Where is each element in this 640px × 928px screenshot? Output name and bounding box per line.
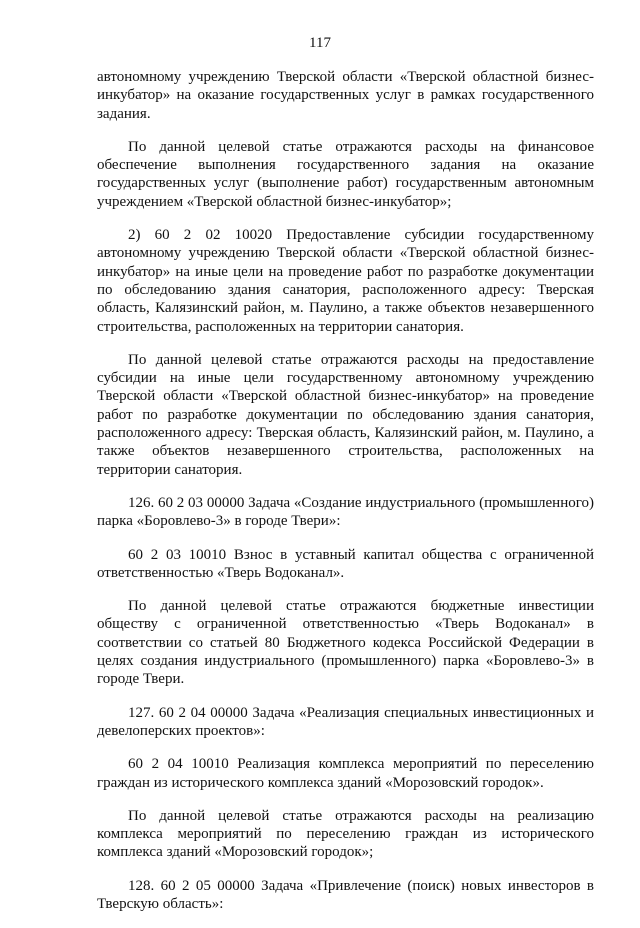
paragraph-item-128: 128. 60 2 05 00000 Задача «Привлечение (поиск) новых инвесторов в Тверскую область»: [97,877,594,912]
paragraph-description: По данной целевой статье отражаются расходы на предоставление субсидии на иные цели государственному автономному учреждению Тверской области «Тверской областной бизнес-инкубатор» на проведение работ по разработке документации по обследованию здания санатория, расположенного адресу: Тверская область, Калязинский район, м. Паулино, а также объектов незавершенного строительства, расположенных на территории санатория. [97,351,594,478]
paragraph-article: 60 2 04 10010 Реализация комплекса мероприятий по переселению граждан из исторического комплекса зданий «Морозовский городок». [97,756,594,791]
document-body [97,68,594,928]
paragraph-item-2: 2) 60 2 02 10020 Предоставление субсидии государственному автономному учреждению Тверской области «Тверской областной бизнес-инкубатор» на иные цели на проведение работ по разработке документации по обследованию здания санатория, расположенного адресу: Тверская область, Калязинский район, м. Паулино, а также объектов незавершенного строительства, расположенных на территории санатория. [97,227,594,335]
paragraph-item-126: 126. 60 2 03 00000 Задача «Создание индустриального (промышленного) парка «Боровлево-3» в городе Твери»: [97,494,594,530]
paragraph-item-127: 127. 60 2 04 00000 Задача «Реализация специальных инвестиционных и девелоперских проектов»: [97,704,594,739]
paragraph-continuation: автономному учреждению Тверской области «Тверской областной бизнес-инкубатор» на оказание государственных услуг в рамках государственного задания. [97,69,594,122]
paragraph-description: По данной целевой статье отражаются расходы на реализацию комплекса мероприятий по переселению граждан из исторического комплекса зданий «Морозовский городок»; [97,807,594,861]
paragraph-article: 60 2 03 10010 Взнос в уставный капитал общества с ограниченной ответственностью «Тверь Водоканал». [97,546,594,581]
paragraph-description: По данной целевой статье отражаются бюджетные инвестиции обществу с ограниченной ответственностью «Тверь Водоканал» в соответствии со статьей 80 Бюджетного кодекса Российской Федерации в целях создания индустриального (промышленного) парка «Боровлево-3» в городе Твери. [97,598,594,688]
page-number: 117 [309,35,331,51]
paragraph-description: По данной целевой статье отражаются расходы на финансовое обеспечение выполнения государственного задания на оказание государственных услуг (выполнение работ) государственным автономным учреждением «Тверской областной бизнес-инкубатор»; [97,138,594,210]
